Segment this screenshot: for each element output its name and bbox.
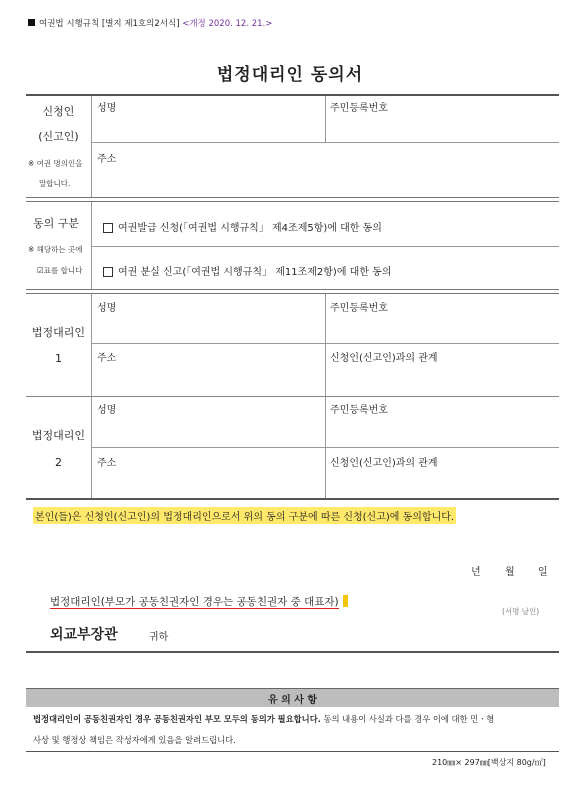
recipient-suffix: 귀하 <box>149 632 169 643</box>
rep2-label: 법정대리인 <box>31 429 86 442</box>
notice-text <box>33 713 494 725</box>
rep2-address-label: 주소 <box>97 458 117 469</box>
checkbox-passport-loss[interactable] <box>103 267 113 277</box>
notice-header: 유 의 사 항 <box>267 695 318 706</box>
applicant-address-label: 주소 <box>97 154 117 165</box>
revision-note: <개정 2020. 12. 21.> <box>182 19 273 29</box>
rep1-name-label: 성명 <box>97 303 117 314</box>
divider <box>26 651 559 653</box>
applicant-note-2: 말합니다. <box>39 179 71 188</box>
rep2-number: 2 <box>55 456 62 469</box>
cursor-marker <box>343 595 348 607</box>
rep2-name-label: 성명 <box>97 405 117 416</box>
applicant-note: ※ 여권 명의인을 <box>28 159 83 168</box>
divider <box>26 751 559 752</box>
divider <box>91 343 559 344</box>
rep2-relation-label: 신청인(신고인)과의 관계 <box>330 458 438 469</box>
law-reference: 여권법 시행규칙 [별지 제1호의2서식] <box>39 19 180 29</box>
date-month-label: 월 <box>505 567 515 578</box>
page-title: 법정대리인 동의서 <box>216 65 364 85</box>
rep1-label: 법정대리인 <box>31 326 86 339</box>
consent-type-note-2: ☑표를 합니다 <box>37 266 83 275</box>
option-passport-issue[interactable] <box>103 219 382 234</box>
divider <box>91 447 559 448</box>
signature-note: (서명 날인) <box>502 607 540 616</box>
option-passport-loss-label: 여권 분실 신고(「여권법 시행규칙」 제11조제2항)에 대한 동의 <box>118 267 392 278</box>
rep1-rrn-label: 주민등록번호 <box>330 303 388 314</box>
divider <box>91 142 559 143</box>
date-day-label: 일 <box>538 567 548 578</box>
section-divider <box>26 197 559 198</box>
applicant-label-sub: (신고인) <box>38 130 79 143</box>
section-divider <box>26 289 559 290</box>
recipient: 외교부장관 <box>50 627 118 643</box>
section-divider <box>26 293 559 294</box>
table-top-border <box>26 94 559 96</box>
option-passport-issue-label: 여권발급 신청(「여권법 시행규칙」 제4조제5항)에 대한 동의 <box>118 223 382 234</box>
form-reference <box>28 17 272 29</box>
rep1-relation-label: 신청인(신고인)과의 관계 <box>330 353 438 364</box>
paper-size: 210㎜× 297㎜[백상지 80g/㎡] <box>432 758 546 767</box>
option-passport-loss[interactable] <box>103 263 391 278</box>
notice-text-2: 사상 및 행정상 책임은 작성자에게 있음을 알려드립니다. <box>33 735 236 745</box>
divider <box>325 96 326 142</box>
checkbox-passport-issue[interactable] <box>103 223 113 233</box>
consent-type-note: ※ 해당하는 곳에 <box>28 245 83 254</box>
table-bottom-border <box>26 498 559 500</box>
rep2-rrn-label: 주민등록번호 <box>330 405 388 416</box>
divider <box>26 396 559 397</box>
rep1-number: 1 <box>55 352 62 365</box>
section-divider <box>26 201 559 202</box>
applicant-rrn-label: 주민등록번호 <box>330 103 388 114</box>
applicant-name-label: 성명 <box>97 103 117 114</box>
rep1-address-label: 주소 <box>97 353 117 364</box>
notice-text-1: 동의 내용이 사실과 다를 경우 이에 대한 민ㆍ형 <box>320 714 495 724</box>
date-year-label: 년 <box>471 567 481 578</box>
signer-label: 법정대리인(부모가 공동친권자인 경우는 공동친권자 중 대표자) <box>50 596 339 608</box>
divider <box>91 96 92 197</box>
signer-line <box>50 594 348 609</box>
consent-statement: 본인(들)은 신청인(신고인)의 법정대리인으로서 위의 동의 구분에 따른 신청(신고)에 동의합니다. <box>33 507 456 524</box>
notice-bold-text: 법정대리인이 공동친권자인 경우 공동친권자인 부모 모두의 동의가 필요합니다. <box>33 714 321 724</box>
consent-type-label: 동의 구분 <box>33 217 80 230</box>
divider <box>91 246 559 247</box>
square-bullet-icon <box>28 19 35 26</box>
applicant-label: 신청인 <box>42 105 75 118</box>
